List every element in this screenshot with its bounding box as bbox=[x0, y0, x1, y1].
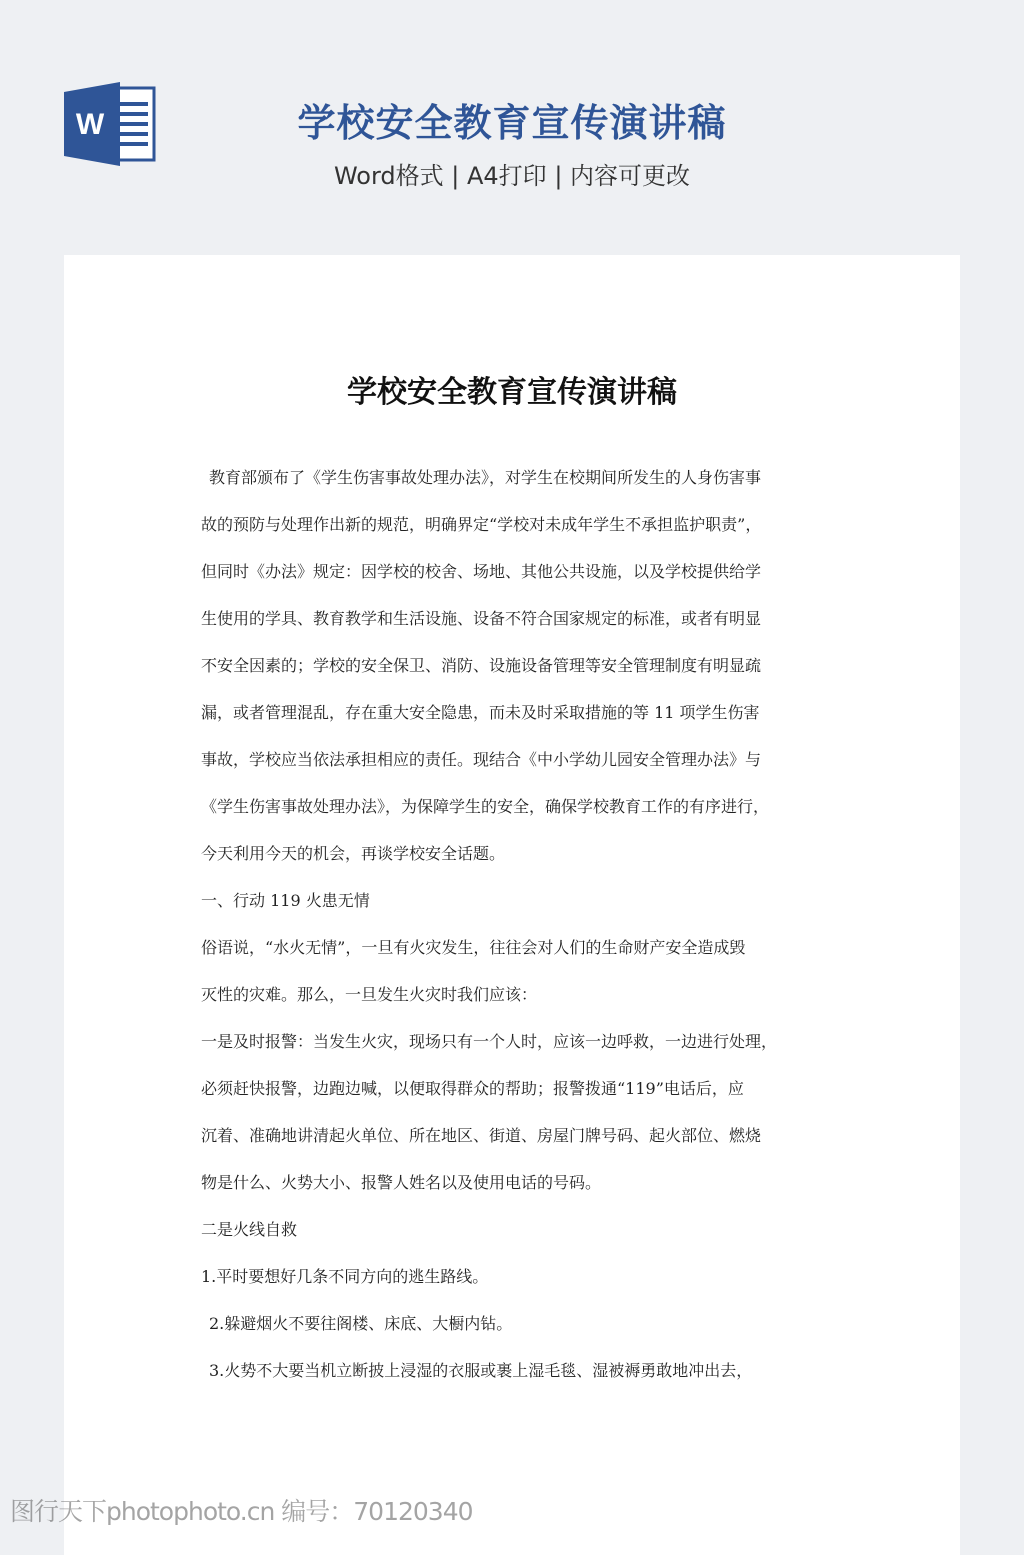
word-icon-letter: W bbox=[75, 108, 105, 141]
paragraph-line: 今天利用今天的机会，再谈学校安全话题。 bbox=[201, 844, 506, 863]
paragraph-line: 物是什么、火势大小、报警人姓名以及使用电话的号码。 bbox=[201, 1173, 602, 1192]
paragraph-line: 必须赶快报警，边跑边喊，以便取得群众的帮助；报警拨通“119”电话后，应 bbox=[201, 1079, 744, 1098]
paragraph-line: 《学生伤害事故处理办法》，为保障学生的安全，确保学校教育工作的有序进行， bbox=[201, 797, 770, 816]
paragraph-line: 沉着、准确地讲清起火单位、所在地区、街道、房屋门牌号码、起火部位、燃烧 bbox=[201, 1126, 762, 1145]
paragraph-line: 灭性的灾难。那么，一旦发生火灾时我们应该： bbox=[201, 985, 538, 1004]
document-page bbox=[64, 255, 960, 1555]
watermark-text: 图行天下photophoto.cn 编号：70120340 bbox=[10, 1497, 473, 1526]
subsection-heading: 二是火线自救 bbox=[201, 1220, 298, 1239]
list-item: 3.火势不大要当机立断披上浸湿的衣服或裹上湿毛毯、湿被褥勇敢地冲出去， bbox=[209, 1361, 753, 1380]
paragraph-line: 漏，或者管理混乱，存在重大安全隐患，而未及时采取措施的等 11 项学生伤害 bbox=[201, 703, 760, 722]
banner-subtitle: Word格式 | A4打印 | 内容可更改 bbox=[333, 162, 691, 190]
header-banner bbox=[0, 0, 1024, 255]
paragraph-line: 教育部颁布了《学生伤害事故处理办法》，对学生在校期间所发生的人身伤害事 bbox=[209, 468, 762, 487]
paragraph-line: 一是及时报警：当发生火灾，现场只有一个人时，应该一边呼救，一边进行处理， bbox=[201, 1032, 778, 1051]
paragraph-line: 事故，学校应当依法承担相应的责任。现结合《中小学幼儿园安全管理办法》与 bbox=[201, 750, 762, 769]
section-heading: 一、行动 119 火患无情 bbox=[201, 891, 370, 910]
banner-title: 学校安全教育宣传演讲稿 bbox=[297, 101, 727, 145]
paragraph-line: 俗语说，“水火无情”，一旦有火灾发生，往往会对人们的生命财产安全造成毁 bbox=[201, 938, 746, 957]
document-title: 学校安全教育宣传演讲稿 bbox=[347, 375, 677, 410]
document-body bbox=[201, 468, 851, 1408]
paragraph-line: 但同时《办法》规定：因学校的校舍、场地、其他公共设施，以及学校提供给学 bbox=[201, 562, 762, 581]
list-item: 1.平时要想好几条不同方向的逃生路线。 bbox=[201, 1267, 489, 1286]
paragraph-line: 故的预防与处理作出新的规范，明确界定“学校对未成年学生不承担监护职责”， bbox=[201, 515, 762, 534]
list-item: 2.躲避烟火不要往阁楼、床底、大橱内钻。 bbox=[209, 1314, 513, 1333]
paragraph-line: 不安全因素的；学校的安全保卫、消防、设施设备管理等安全管理制度有明显疏 bbox=[201, 656, 762, 675]
paragraph-line: 生使用的学具、教育教学和生活设施、设备不符合国家规定的标准，或者有明显 bbox=[201, 609, 762, 628]
